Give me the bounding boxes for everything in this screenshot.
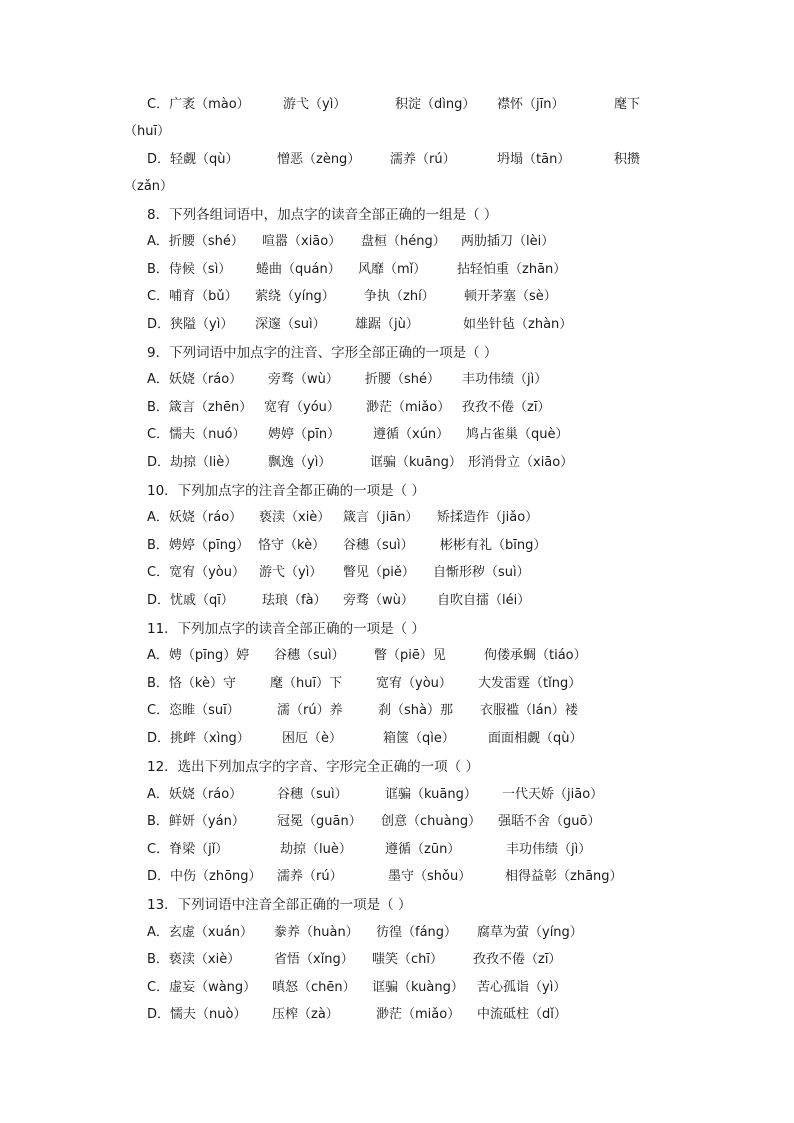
option-word: 深邃（suì） <box>255 317 326 332</box>
option-word: 彷徨（fáng） <box>376 925 458 940</box>
option-row <box>0 398 794 418</box>
option-word: 麾下 <box>614 97 641 112</box>
option-word: 冠冕（guān） <box>277 814 362 829</box>
question-11-title: 11．下列加点字的读音全部正确的一项是（ ） <box>147 621 425 637</box>
option-word: 旁骛（wù） <box>343 593 414 608</box>
option-word: 积淀（dìng） <box>395 97 476 112</box>
option-word: 诓骗（kuāng） <box>370 455 462 470</box>
question-10-title: 10．下列加点字的注音全都正确的一项是（ ） <box>147 483 425 499</box>
option-label: B．鲜妍（yán） <box>147 814 245 829</box>
question-12-title: 12．选出下列加点字的字音、字形完全正确的一项（ ） <box>147 759 479 775</box>
option-row <box>0 150 794 170</box>
option-word: 劫掠（luè） <box>280 842 352 857</box>
option-word: 嗤笑（chī） <box>372 952 443 967</box>
option-word: 压榨（zà） <box>272 1007 339 1022</box>
option-label: C．恣睢（suī） <box>147 703 240 718</box>
option-word: 游弋（yì） <box>259 565 323 580</box>
option-word: 佝偻承蜩（tiáo） <box>484 648 587 663</box>
option-word: 恪守（kè） <box>258 538 326 553</box>
option-word: 一代天娇（jiāo） <box>502 787 604 802</box>
option-label: D．劫掠（liè） <box>147 455 238 470</box>
option-row <box>0 370 794 390</box>
option-word: 憎恶（zèng） <box>277 152 361 167</box>
option-label: A．折腰（shé） <box>147 234 244 249</box>
option-word: 丰功伟绩（jì） <box>506 842 592 857</box>
option-word: 困厄（è） <box>282 731 342 746</box>
option-word: 衣服褴（lán）褛 <box>480 703 578 718</box>
option-word: 顿开茅塞（sè） <box>464 289 557 304</box>
option-row <box>0 591 794 611</box>
option-word: 濡养（rú） <box>277 869 343 884</box>
option-word: 遵循（xún） <box>373 427 450 442</box>
option-d-label: D．轻觑（qù） <box>147 152 239 167</box>
option-word: 矫揉造作（jiǎo） <box>437 510 539 525</box>
option-word: 豢养（huàn） <box>274 925 359 940</box>
option-word: 坍塌（tān） <box>497 152 571 167</box>
option-word-wrap: （zǎn） <box>124 179 174 194</box>
option-word: 游弋（yì） <box>283 97 347 112</box>
option-word: 折腰（shé） <box>365 372 441 387</box>
question-8-title: 8．下列各组词语中，加点字的读音全部正确的一组是（ ） <box>147 207 498 223</box>
option-word: 雄踞（jù） <box>355 317 419 332</box>
option-word: 箱箧（qìe） <box>383 731 455 746</box>
option-word: 娉婷（pīn） <box>268 427 341 442</box>
option-word: 麾（huī）下 <box>270 676 343 691</box>
option-word: 大发雷霆（tǐng） <box>478 676 582 691</box>
option-row <box>0 812 794 832</box>
option-word: 瞥见（piě） <box>343 565 415 580</box>
option-label: B．恪（kè）守 <box>147 676 236 691</box>
option-word: 盘桓（héng） <box>361 234 446 249</box>
option-row <box>0 923 794 943</box>
option-row <box>0 1005 794 1025</box>
option-label: B．亵渎（xiè） <box>147 952 241 967</box>
option-word: 谷穗（suì） <box>343 538 414 553</box>
option-label: A．玄虚（xuán） <box>147 925 254 940</box>
option-word: 自吹自擂（léi） <box>437 593 531 608</box>
option-row <box>0 840 794 860</box>
option-word: 诓骗（kuāng） <box>385 787 477 802</box>
option-word: 瞥（piē）见 <box>374 648 446 663</box>
option-label: C．脊梁（jǐ） <box>147 842 229 857</box>
option-word: 拈轻怕重（zhān） <box>457 262 567 277</box>
option-word: 墨守（shǒu） <box>388 869 472 884</box>
option-label: D．懦夫（nuò） <box>147 1007 247 1022</box>
option-row <box>0 674 794 694</box>
option-word: 遵循（zūn） <box>385 842 461 857</box>
option-word: 强聒不舍（guō） <box>498 814 601 829</box>
option-word: 孜孜不倦（zī） <box>473 952 562 967</box>
option-word: 濡养（rú） <box>390 152 456 167</box>
option-row <box>0 232 794 252</box>
option-word-wrap: （huī） <box>124 124 171 139</box>
option-label: C．懦夫（nuó） <box>147 427 246 442</box>
option-word: 自惭形秽（suì） <box>433 565 530 580</box>
option-label: A．娉（pīng）婷 <box>147 648 250 663</box>
option-c-label: C．广袤（mào） <box>147 97 250 112</box>
option-word: 省悟（xǐng） <box>274 952 354 967</box>
option-row <box>0 508 794 528</box>
option-row-wrap <box>0 177 794 197</box>
option-label: C．虚妄（wàng） <box>147 980 257 995</box>
option-label: C．宽宥（yòu） <box>147 565 245 580</box>
option-word: 中流砥柱（dǐ） <box>477 1007 567 1022</box>
option-word: 丰功伟绩（jì） <box>462 372 548 387</box>
option-row <box>0 563 794 583</box>
option-word: 积攒 <box>614 152 641 167</box>
option-word: 萦绕（yíng） <box>255 289 335 304</box>
option-label: D．狭隘（yì） <box>147 317 234 332</box>
option-word: 腐草为萤（yíng） <box>477 925 583 940</box>
option-label: A．妖娆（ráo） <box>147 372 243 387</box>
option-word: 襟怀（jīn） <box>497 97 565 112</box>
option-label: B．箴言（zhēn） <box>147 400 253 415</box>
option-word: 嗔怒（chēn） <box>272 980 356 995</box>
option-row-wrap <box>0 122 794 142</box>
option-label: C．哺育（bǔ） <box>147 289 238 304</box>
option-word: 鸠占雀巢（què） <box>466 427 569 442</box>
option-label: A．妖娆（ráo） <box>147 510 243 525</box>
option-row <box>0 646 794 666</box>
option-word: 喧嚣（xiāo） <box>262 234 342 249</box>
option-row <box>0 978 794 998</box>
option-row <box>0 729 794 749</box>
option-word: 创意（chuàng） <box>381 814 482 829</box>
option-word: 谷穗（suì） <box>274 648 345 663</box>
option-word: 飘逸（yì） <box>268 455 332 470</box>
option-row <box>0 453 794 473</box>
option-row <box>0 425 794 445</box>
option-word: 苦心孤诣（yì） <box>477 980 567 995</box>
option-row <box>0 287 794 307</box>
option-word: 如坐针毡（zhàn） <box>463 317 573 332</box>
option-word: 争执（zhí） <box>364 289 435 304</box>
option-word: 诓骗（kuàng） <box>372 980 464 995</box>
option-row <box>0 867 794 887</box>
option-word: 濡（rú）养 <box>277 703 343 718</box>
option-row <box>0 315 794 335</box>
option-label: D．挑衅（xìng） <box>147 731 250 746</box>
option-row <box>0 785 794 805</box>
option-word: 渺茫（miǎo） <box>376 1007 461 1022</box>
option-word: 面面相觑（qù） <box>488 731 583 746</box>
option-label: B．娉婷（pīng） <box>147 538 250 553</box>
option-label: D．忧戚（qī） <box>147 593 234 608</box>
option-word: 亵渎（xiè） <box>259 510 331 525</box>
option-label: B．侍候（sì） <box>147 262 232 277</box>
option-row <box>0 95 794 115</box>
option-word: 渺茫（miǎo） <box>366 400 451 415</box>
option-word: 孜孜不倦（zī） <box>462 400 551 415</box>
option-row <box>0 950 794 970</box>
option-word: 刹（shà）那 <box>378 703 453 718</box>
option-word: 两肋插刀（lèi） <box>461 234 555 249</box>
option-row <box>0 701 794 721</box>
option-word: 旁骛（wù） <box>268 372 339 387</box>
option-word: 相得益彰（zhāng） <box>505 869 623 884</box>
option-label: A．妖娆（ráo） <box>147 787 243 802</box>
question-9-title: 9．下列词语中加点字的注音、字形全部正确的一项是（ ） <box>147 345 498 361</box>
option-row <box>0 536 794 556</box>
option-word: 珐琅（fà） <box>262 593 327 608</box>
option-word: 宽宥（yóu） <box>264 400 340 415</box>
option-word: 宽宥（yòu） <box>376 676 452 691</box>
option-word: 风靡（mǐ） <box>358 262 427 277</box>
option-label: D．中伤（zhōng） <box>147 869 262 884</box>
option-word: 形消骨立（xiāo） <box>468 455 574 470</box>
option-word: 蜷曲（quán） <box>256 262 341 277</box>
option-row <box>0 260 794 280</box>
question-13-title: 13．下列词语中注音全部正确的一项是（ ） <box>147 897 412 913</box>
option-word: 箴言（jiān） <box>343 510 419 525</box>
option-word: 谷穗（suì） <box>277 787 348 802</box>
option-word: 彬彬有礼（bīng） <box>440 538 547 553</box>
